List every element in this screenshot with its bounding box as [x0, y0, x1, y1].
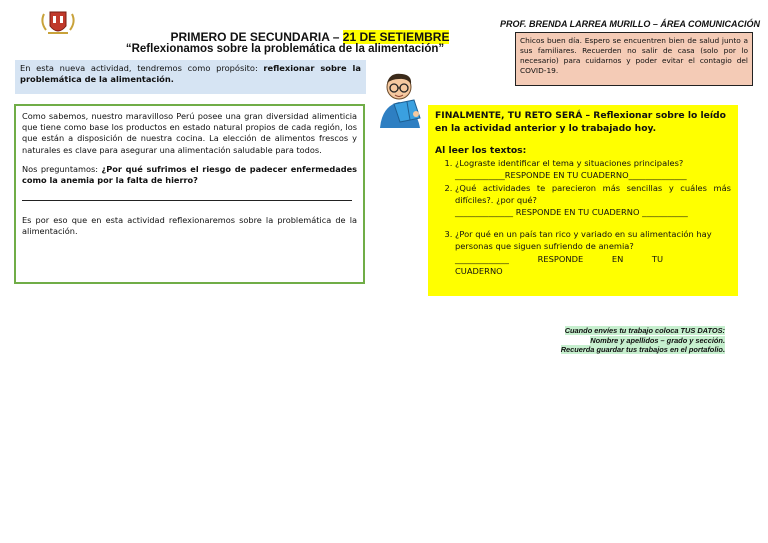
send-note-line-1: Cuando envíes tu trabajo coloca TUS DATOS: Nombre y apellidos – grado y sección. [564, 326, 725, 345]
question-text: 3. ¿Por qué en un país tan rico y variado en su alimentación hay personas que siguen sufriendo de anemia? [455, 229, 712, 252]
question-text: 2. ¿Qué actividades te parecieron más sencillas y cuáles más difíciles?. ¿por qué? [455, 182, 731, 205]
answer-prompt[interactable]: ____________RESPONDE EN TU CUADERNO______________ [455, 170, 687, 181]
purpose-box [15, 60, 366, 94]
answer-prompt[interactable]: _____________ RESPONDE EN TU CUADERNO [455, 253, 664, 276]
purpose-intro: En esta nueva actividad, tendremos como propósito: [20, 63, 264, 73]
challenge-subheading: Al leer los textos: [435, 145, 527, 156]
main-text-box [14, 104, 365, 284]
teacher-label: PROF. BRENDA LARREA MURILLO – ÁREA COMUNICACIÓN [500, 19, 760, 29]
answer-prompt[interactable]: ______________ RESPONDE EN TU CUADERNO ___________ [455, 207, 688, 218]
question-item [455, 182, 731, 219]
question-item [455, 157, 731, 181]
question-intro: Nos preguntamos: [22, 163, 102, 174]
main-paragraph-1: Como sabemos, nuestro maravilloso Perú posee una gran diversidad alimenticia que tiene como base los productos en estado natural propios de cada región, los que están a disposición de nuestra cocina. La elección de alimentos frescos y naturales es clave para asegurar una alimentación saludable para todos. [22, 111, 357, 155]
greeting-note: Chicos buen día. Espero se encuentren bien de salud junto a sus familiares. Recuerden no salir de casa (solo por lo necesario) para cuidarnos y poder evitar el contagio del COVID-19. [515, 32, 753, 86]
school-crest-icon [38, 8, 78, 40]
date-label: 21 DE SETIEMBRE [342, 30, 450, 44]
grade-label: PRIMERO DE SECUNDARIA – [170, 30, 340, 44]
challenge-box [428, 105, 738, 296]
boy-reading-icon [372, 70, 430, 132]
challenge-question-list [435, 157, 731, 277]
question-bold: ¿Por qué sufrimos el riesgo de padecer enfermedades como la anemia por la falta de hierro? [22, 163, 358, 186]
question-item [455, 228, 731, 277]
main-paragraph-3: Es por eso que en esta actividad reflexionaremos sobre la problemática de la alimentación. [22, 215, 357, 237]
send-note-line-2: Recuerda guardar tus trabajos en el portafolio. [560, 345, 725, 354]
challenge-heading: FINALMENTE, TU RETO SERÁ – Reflexionar sobre lo leído en la actividad anterior y lo trabajado hoy. [435, 110, 726, 134]
page-title: “Reflexionamos sobre la problemática de la alimentación” [125, 43, 445, 55]
send-note [560, 326, 725, 355]
page-grade-date [160, 30, 460, 44]
main-question [22, 164, 357, 186]
question-text: 1. ¿Lograste identificar el tema y situaciones principales? [455, 158, 684, 169]
purpose-bold: reflexionar sobre la problemática de la alimentación. [20, 63, 361, 84]
